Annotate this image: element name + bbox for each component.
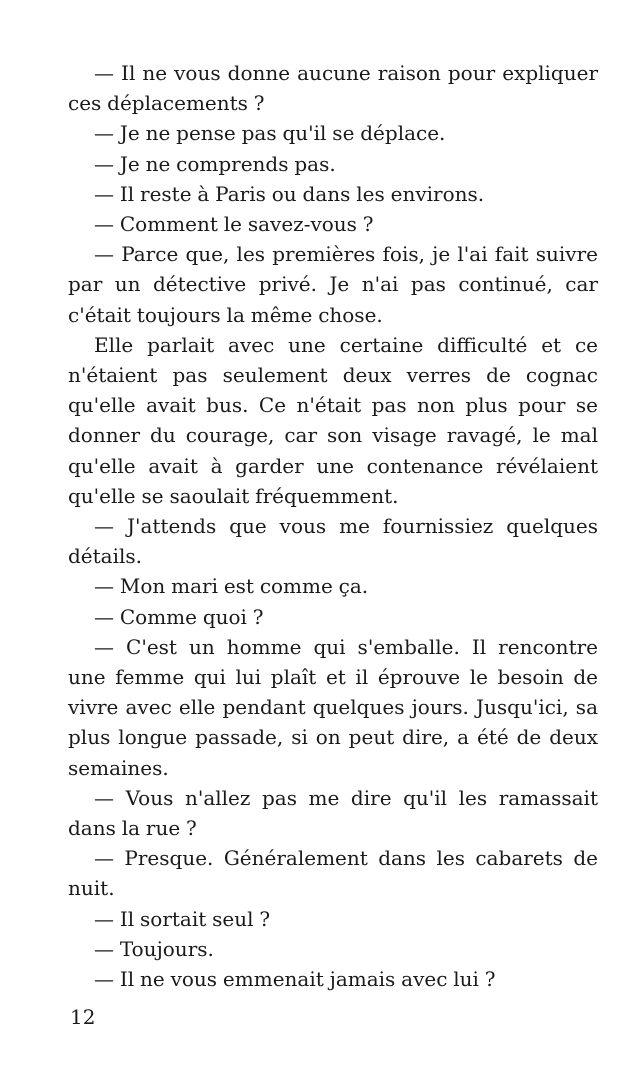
paragraph: — Il sortait seul ? — [94, 906, 271, 931]
paragraph: — Comment le savez-vous ? — [94, 212, 374, 237]
page-text — [68, 58, 598, 994]
paragraph: — Je ne comprends pas. — [94, 151, 336, 176]
page-number: 12 — [70, 1005, 96, 1029]
paragraph: — Comme quoi ? — [94, 604, 264, 629]
paragraph: — J'attends que vous me fournissiez quelques détails. — [68, 514, 598, 569]
paragraph: — Il ne vous donne aucune raison pour expliquer ces déplacements ? — [68, 61, 598, 116]
paragraph: Elle parlait avec une certaine difficulté et ce n'étaient pas seulement deux verres de cognac qu'elle avait bus. Ce n'était pas non plus pour se donner du courage, car son visage ravagé, le mal qu'elle avait à garder une contenance révélaient qu'elle se saoulait fréquemment. — [68, 332, 598, 508]
paragraph: — Parce que, les premières fois, je l'ai fait suivre par un détective privé. Je n'ai pas continué, car c'était toujours la même chose. — [68, 242, 598, 327]
paragraph: — C'est un homme qui s'emballe. Il rencontre une femme qui lui plaît et il éprouve le besoin de vivre avec elle pendant quelques jours. Jusqu'ici, sa plus longue passade, si on peut dire, a été de deux semaines. — [68, 634, 598, 780]
paragraph: — Mon mari est comme ça. — [94, 574, 369, 599]
paragraph: — Je ne pense pas qu'il se déplace. — [94, 121, 446, 146]
paragraph: — Presque. Généralement dans les cabarets de nuit. — [68, 846, 598, 901]
paragraph: — Vous n'allez pas me dire qu'il les ramassait dans la rue ? — [68, 785, 598, 841]
paragraph: — Toujours. — [94, 936, 214, 961]
paragraph: — Il reste à Paris ou dans les environs. — [94, 181, 485, 206]
paragraph: — Il ne vous emmenait jamais avec lui ? — [94, 967, 496, 992]
